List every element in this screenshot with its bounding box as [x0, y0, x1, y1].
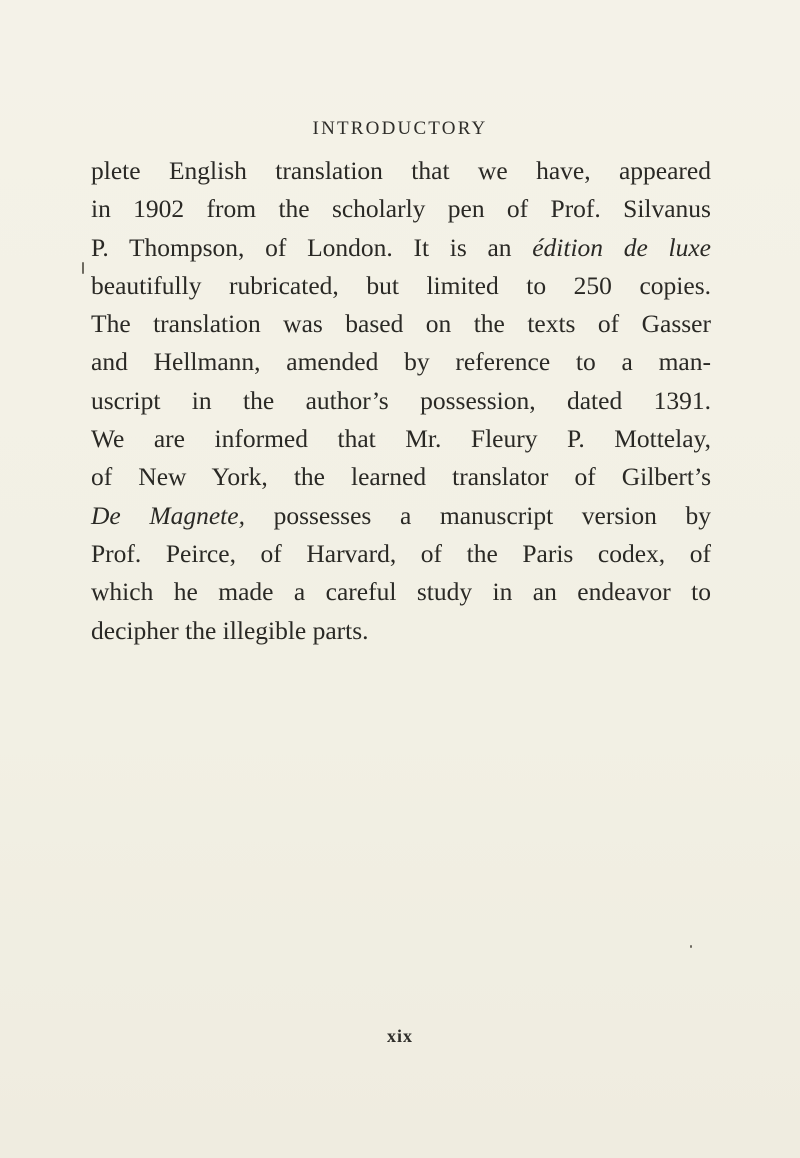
text-line: of New York, the learned translator of Gilbert’s	[91, 462, 711, 492]
italic-phrase: édition de luxe	[532, 232, 711, 262]
running-head: INTRODUCTORY	[312, 118, 488, 139]
body-paragraph	[91, 152, 711, 650]
ink-speck	[82, 262, 84, 274]
text-line: and Hellmann, amended by reference to a man-	[91, 347, 711, 377]
text-run: P. Thompson, of London. It is an	[91, 232, 533, 262]
text-line: uscript in the author’s possession, dated 1391.	[91, 385, 711, 415]
text-line: which he made a careful study in an endeavor to	[91, 577, 711, 607]
ink-speck	[690, 945, 692, 948]
page-number: xix	[386, 1026, 413, 1046]
italic-title: De Magnete,	[91, 500, 245, 530]
text-line	[91, 229, 711, 267]
text-line: plete English translation that we have, appeared	[91, 156, 711, 185]
text-line: Prof. Peirce, of Harvard, of the Paris codex, of	[91, 538, 711, 568]
text-line: We are informed that Mr. Fleury P. Mottelay,	[91, 424, 711, 454]
text-line	[91, 497, 711, 535]
text-run: possesses a manuscript version by	[244, 500, 711, 530]
text-line: decipher the illegible parts.	[91, 615, 369, 645]
text-line: The translation was based on the texts of Gasser	[91, 309, 711, 339]
text-line: in 1902 from the scholarly pen of Prof. Silvanus	[91, 194, 711, 224]
text-line: beautifully rubricated, but limited to 250 copies.	[91, 270, 711, 300]
